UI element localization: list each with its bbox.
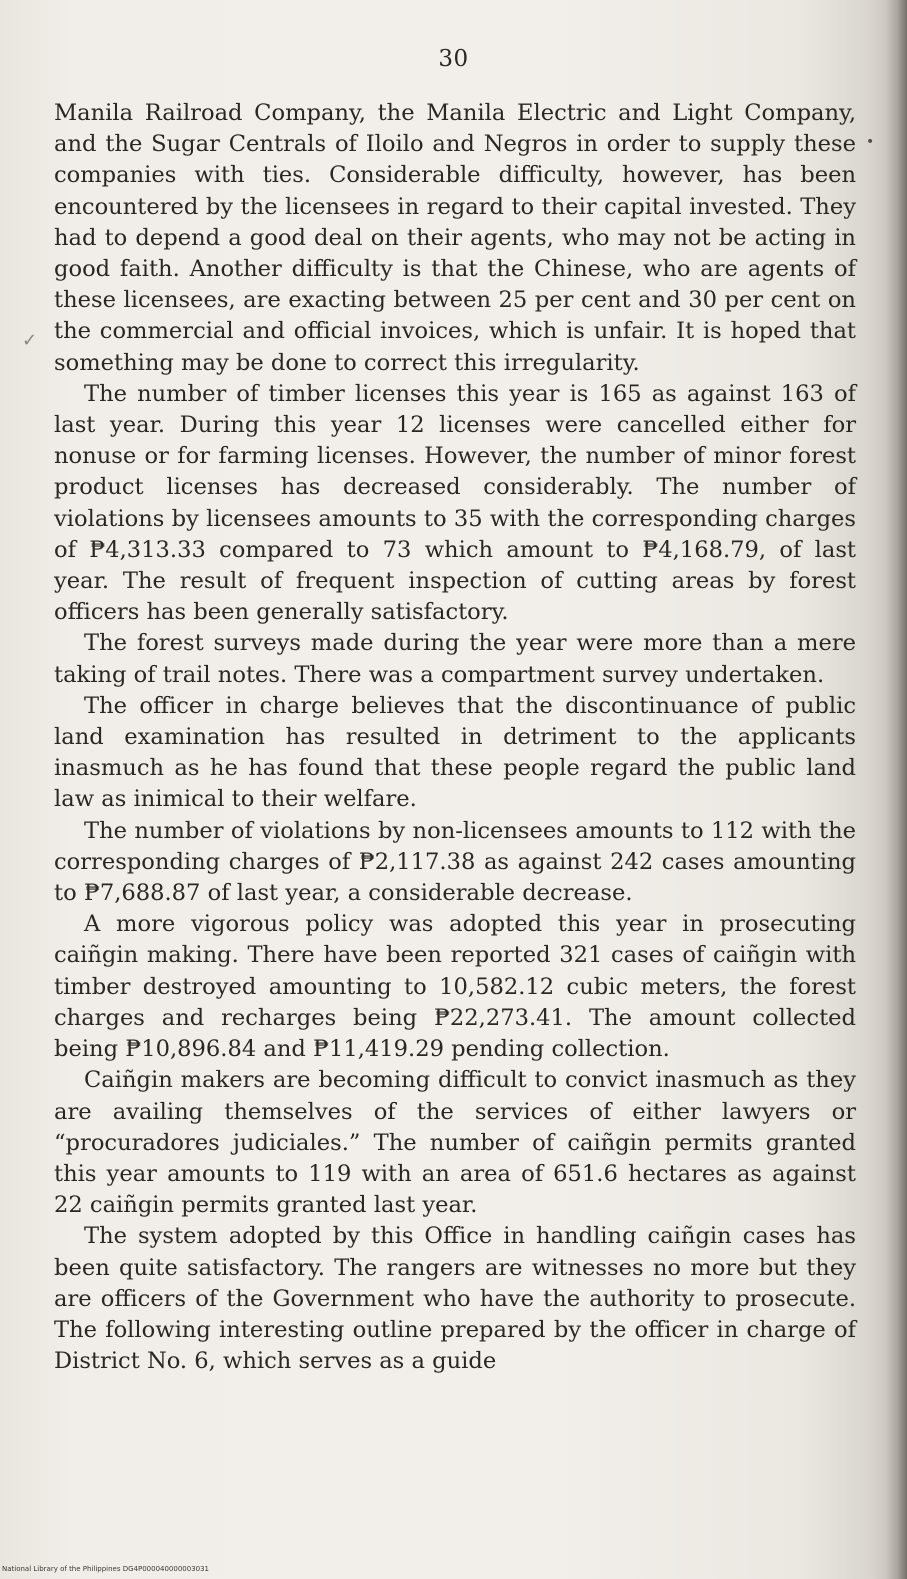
margin-dot-mark: • — [866, 134, 875, 150]
paragraph-system-adopted: The system adopted by this Office in handling caiñgin cases has been quite satisfactory. The rangers are witnesses no more but they are officers of the Government who have the authority to prosecute. The following interesting outline prepared by the officer in charge of District No. 6, which serves as a guide — [54, 1223, 856, 1375]
paragraph-timber-licenses: The number of timber licenses this year is 165 as against 163 of last year. During this year 12 licenses were cancelled either for nonuse or for farming licenses. However, the number of minor forest product licenses has decreased considerably. The number of violations by licensees amounts to 35 with the corresponding charges of ₱4,313.33 compared to 73 which amount to ₱4,168.79, of last year. The result of frequent inspection of cutting areas by forest officers has been generally satisfactory. — [54, 380, 856, 626]
paragraph-caingin-makers: Caiñgin makers are becoming difficult to convict inasmuch as they are availing themselves of the services of either lawyers or “procuradores judiciales.” The number of caiñgin permits granted this year amounts to 119 with an area of 651.6 hectares as against 22 caiñgin permits granted last year. — [54, 1067, 856, 1219]
margin-check-mark: ✓ — [22, 330, 38, 351]
page-binding-shadow — [885, 0, 907, 1579]
paragraph-caingin-policy: A more vigorous policy was adopted this year in prosecuting caiñgin making. There have been reported 321 cases of caiñgin with timber destroyed amounting to 10,582.12 cubic meters, the forest charges and recharges being ₱22,273.41. The amount collected being ₱10,896.84 and ₱11,419.29 pending collection. — [54, 911, 856, 1063]
page-number: 30 — [438, 46, 469, 72]
paragraph-public-land: The officer in charge believes that the discontinuance of public land examination has resulted in detriment to the applicants inasmuch as he has found that these people regard the public land law as inimical to their welfare. — [54, 692, 856, 813]
paragraph-railroad-licensees: Manila Railroad Company, the Manila Electric and Light Company, and the Sugar Centrals of Iloilo and Negros in order to supply these companies with ties. Considerable difficulty, however, has been encountered by the licensees in regard to their capital invested. They had to depend a good deal on their agents, who may not be acting in good faith. Another difficulty is that the Chinese, who are agents of these licensees, are exacting between 25 per cent and 30 per cent on the commercial and official invoices, which is unfair. It is hoped that something may be done to correct this irregularity. — [54, 100, 856, 376]
scan-footer-credit: National Library of the Philippines DG4P000040000003031 — [2, 1565, 210, 1573]
body-text — [54, 98, 856, 1377]
paragraph-non-licensee-violations: The number of violations by non-licensees amounts to 112 with the corresponding charges of ₱2,117.38 as against 242 cases amounting to ₱7,688.87 of last year, a considerable decrease. — [54, 817, 856, 907]
paragraph-forest-surveys: The forest surveys made during the year were more than a mere taking of trail notes. There was a compartment survey undertaken. — [54, 630, 856, 688]
